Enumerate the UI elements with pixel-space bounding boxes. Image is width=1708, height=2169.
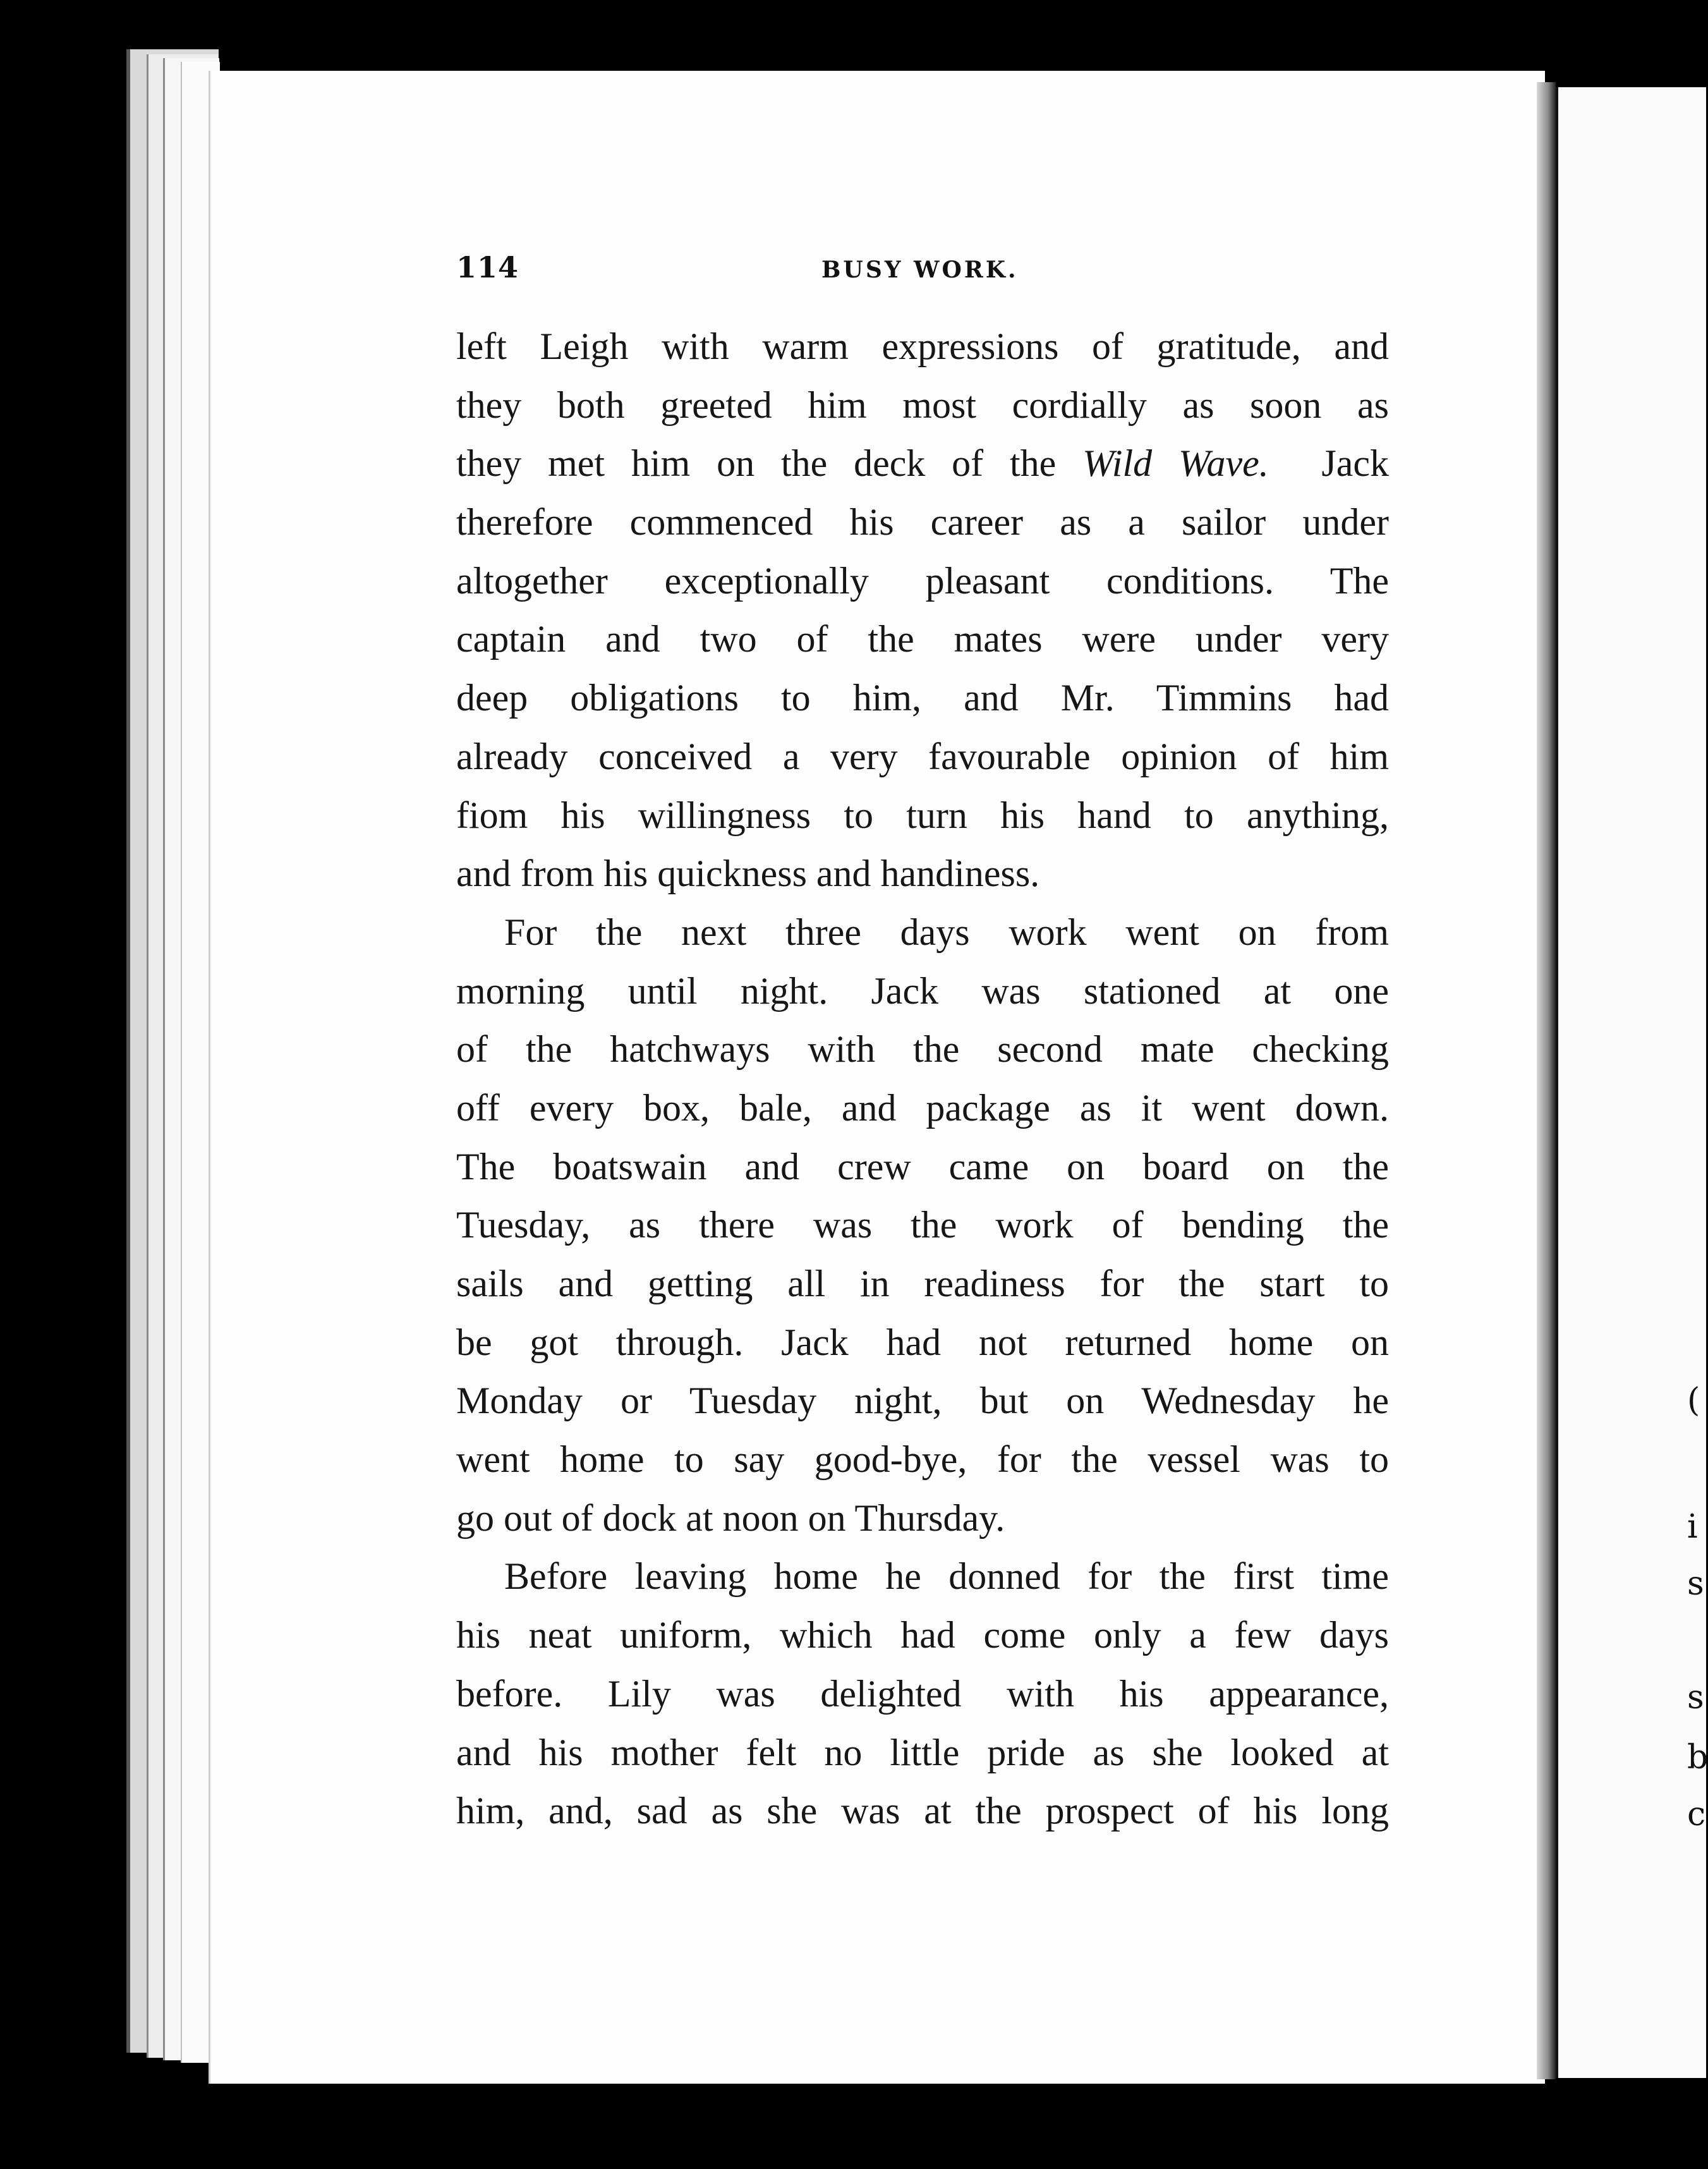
text-line: go out of dock at noon on Thursday. [456, 1497, 1005, 1539]
book-gutter [1537, 82, 1556, 2079]
next-page-letter: c [1687, 1795, 1706, 1833]
next-page-letter: s [1687, 1679, 1704, 1716]
text-line: they met him on the deck of the Wild Wave. Jack [456, 442, 1390, 485]
text-line: his neat uniform, which had come only a few days [456, 1614, 1389, 1656]
text-line: deep obligations to him, and Mr. Timmins had [456, 677, 1389, 719]
next-page-letter: s [1687, 1565, 1704, 1603]
text-line: captain and two of the mates were under very [456, 618, 1389, 660]
text-line: and his mother felt no little pride as she looked at [456, 1731, 1389, 1773]
text-line: therefore commenced his career as a sailor under [456, 501, 1389, 544]
text-line: sails and getting all in readiness for the start to [456, 1263, 1389, 1304]
text-line: morning until night. Jack was stationed at one [456, 969, 1389, 1012]
page-number: 114 [456, 250, 519, 284]
next-page-letter: i [1687, 1508, 1698, 1546]
text-line: Before leaving home he donned for the first time [504, 1555, 1389, 1598]
text-line: already conceived a very favourable opinion of him [456, 735, 1389, 777]
text-line: him, and, sad as she was at the prospect of his long [456, 1790, 1389, 1832]
body-text [456, 317, 1389, 1840]
text-line: The boatswain and crew came on board on the [456, 1145, 1389, 1188]
text-line: of the hatchways with the second mate checking [456, 1028, 1389, 1071]
next-page-letter: b [1687, 1739, 1708, 1777]
text-line: went home to say good-bye, for the vessel was to [456, 1438, 1389, 1481]
text-line: left Leigh with warm expressions of gratitude, and [456, 325, 1389, 367]
text-line: Monday or Tuesday night, but on Wednesday he [456, 1380, 1389, 1422]
text-line: be got through. Jack had not returned home on [456, 1321, 1389, 1363]
text-line: For the next three days work went on from [504, 911, 1389, 953]
text-line: off every box, bale, and package as it went down. [456, 1086, 1389, 1129]
text-line: and from his quickness and handiness. [456, 853, 1040, 895]
text-line: fiom his willingness to turn his hand to anything, [456, 794, 1389, 836]
running-head [456, 250, 1391, 295]
text-line: altogether exceptionally pleasant conditions. The [456, 559, 1389, 602]
next-page-letter: ( [1687, 1382, 1700, 1419]
running-title: BUSY WORK. [821, 257, 1019, 283]
next-page-edge [1556, 87, 1706, 2078]
text-line: they both greeted him most cordially as soon as [456, 384, 1389, 426]
text-line: before. Lily was delighted with his appearance, [456, 1672, 1389, 1715]
ship-name: Wild Wave. [1082, 442, 1269, 485]
text-line: Tuesday, as there was the work of bending the [456, 1204, 1389, 1246]
